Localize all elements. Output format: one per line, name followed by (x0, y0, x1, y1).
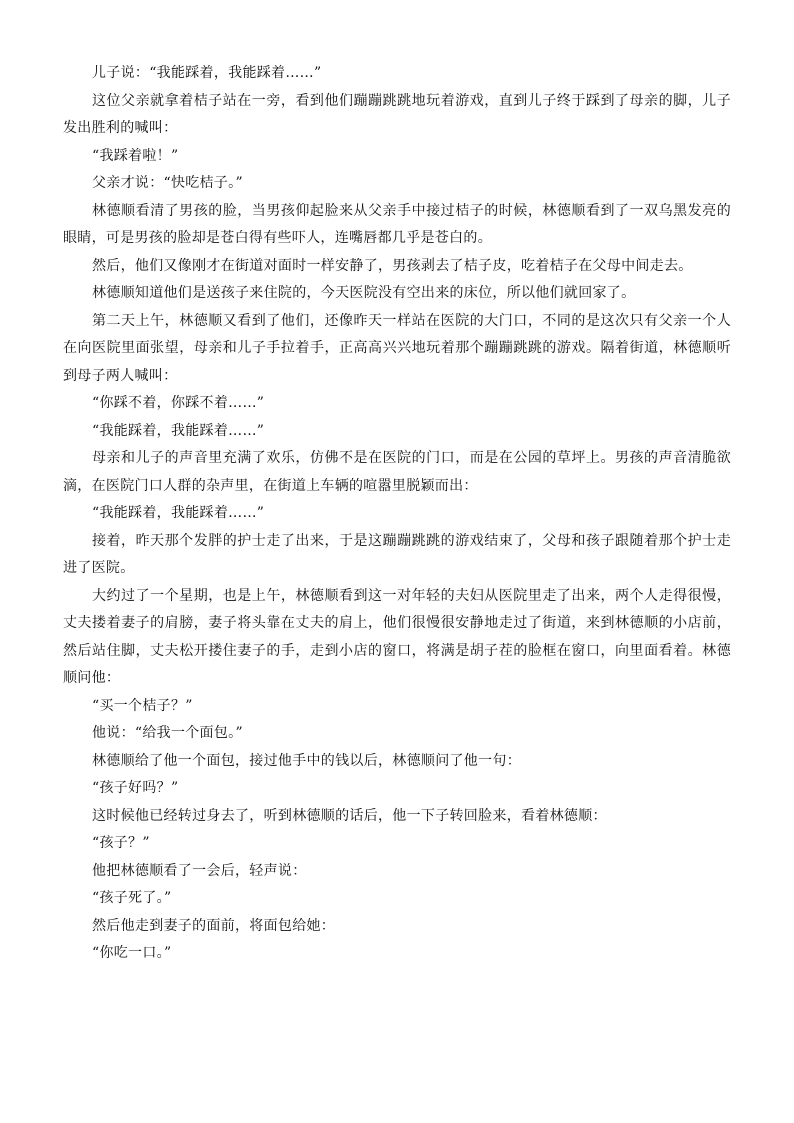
paragraph: 父亲才说：“快吃桔子。” (92, 175, 243, 191)
paragraph: “你踩不着，你踩不着……” (92, 395, 265, 411)
paragraph: 接着，昨天那个发胖的护士走了出来，于是这蹦蹦跳跳的游戏结束了，父母和孩子跟随着那个护士走进了医院。 (63, 532, 731, 576)
paragraph: 林德顺知道他们是送孩子来住院的，今天医院没有空出来的床位，所以他们就回家了。 (92, 285, 636, 301)
story-text (63, 60, 731, 968)
paragraph: “孩子？” (92, 835, 150, 851)
paragraph: “孩子死了。” (92, 890, 172, 906)
paragraph: 林德顺给了他一个面包，接过他手中的钱以后，林德顺问了他一句： (92, 752, 521, 769)
paragraph: 第二天上午，林德顺又看到了他们，还像昨天一样站在医院的大门口，不同的是这次只有父亲一个人在向医院里面张望，母亲和儿子手拉着手，正高高兴兴地玩着那个蹦蹦跳跳的游戏。隔着街道，林德顺听到母子两人喊叫： (63, 312, 731, 384)
paragraph: 然后他走到妻子的面前，将面包给她： (92, 917, 336, 934)
paragraph: 这时候他已经转过身去了，听到林德顺的话后，他一下子转回脸来，看着林德顺： (92, 807, 607, 824)
paragraph: “你吃一口。” (92, 945, 172, 961)
paragraph: 母亲和儿子的声音里充满了欢乐，仿佛不是在医院的门口，而是在公园的草坪上。男孩的声音清脆欲滴，在医院门口人群的杂声里，在街道上车辆的喧嚣里脱颖而出： (63, 450, 731, 494)
paragraph: “孩子好吗？” (92, 780, 179, 796)
paragraph: “我踩着啦！” (92, 147, 179, 164)
paragraph: 他说：“给我一个面包。” (92, 725, 243, 741)
paragraph: 他把林德顺看了一会后，轻声说： (92, 862, 307, 879)
paragraph: 儿子说：“我能踩着，我能踩着……” (92, 65, 322, 81)
paragraph: 然后，他们又像刚才在街道对面时一样安静了，男孩剥去了桔子皮，吃着桔子在父母中间走去。 (92, 257, 693, 274)
paragraph: 这位父亲就拿着桔子站在一旁，看到他们蹦蹦跳跳地玩着游戏，直到儿子终于踩到了母亲的脚，儿子发出胜利的喊叫： (63, 92, 731, 136)
paragraph: 林德顺看清了男孩的脸，当男孩仰起脸来从父亲手中接过桔子的时候，林德顺看到了一双乌黑发亮的眼睛，可是男孩的脸却是苍白得有些吓人，连嘴唇都几乎是苍白的。 (63, 202, 731, 246)
paragraph: 大约过了一个星期，也是上午，林德顺看到这一对年轻的夫妇从医院里走了出来，两个人走得很慢，丈夫搂着妻子的肩膀，妻子将头靠在丈夫的肩上，他们很慢很安静地走过了街道，来到林德顺的小店前，然后站住脚，丈夫松开搂住妻子的手，走到小店的窗口，将满是胡子茬的脸框在窗口，向里面看着。林德顺问他： (63, 587, 731, 686)
paragraph: “买一个桔子？” (92, 697, 193, 714)
paragraph: “我能踩着，我能踩着……” (92, 505, 265, 521)
paragraph: “我能踩着，我能踩着……” (92, 422, 265, 439)
